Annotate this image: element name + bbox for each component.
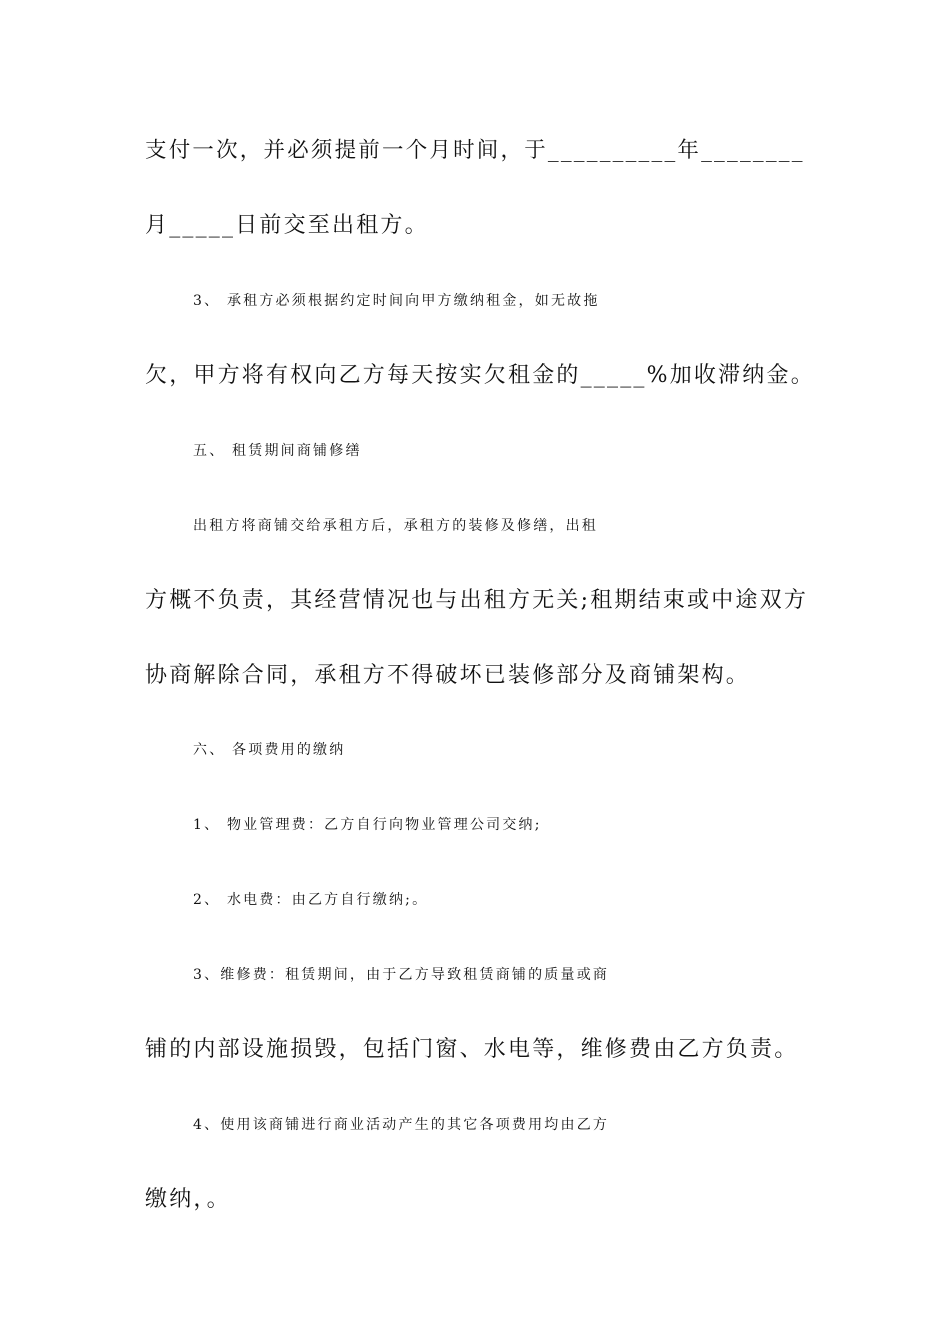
section-heading: 五、 租赁期间商铺修缮 [193,443,362,459]
paragraph-line: 欠，甲方将有权向乙方每天按实欠租金的_____%加收滞纳金。 [145,363,815,388]
list-item: 2、 水电费：由乙方自行缴纳;。 [193,892,429,908]
paragraph-line: 3、 承租方必须根据约定时间向甲方缴纳租金，如无故拖 [193,293,600,309]
paragraph-line: 协商解除合同，承租方不得破坏已装修部分及商铺架构。 [145,663,751,688]
paragraph-line: 铺的内部设施损毁，包括门窗、水电等，维修费由乙方负责。 [145,1037,799,1062]
paragraph-line: 出租方将商铺交给承租方后，承租方的装修及修缮，出租 [193,518,598,534]
paragraph-line: 支付一次，并必须提前一个月时间，于__________年________ [145,138,805,163]
paragraph-line: 方概不负责，其经营情况也与出租方无关;租期结束或中途双方 [145,588,809,613]
paragraph-line: 月_____日前交至出租方。 [145,213,429,238]
section-heading: 六、 各项费用的缴纳 [193,742,346,758]
paragraph-line: 缴纳，。 [145,1187,231,1212]
list-item: 4、使用该商铺进行商业活动产生的其它各项费用均由乙方 [193,1117,610,1133]
list-item: 3、维修费：租赁期间，由于乙方导致租赁商铺的质量或商 [193,967,610,983]
list-item: 1、 物业管理费：乙方自行向物业管理公司交纳; [193,817,542,833]
